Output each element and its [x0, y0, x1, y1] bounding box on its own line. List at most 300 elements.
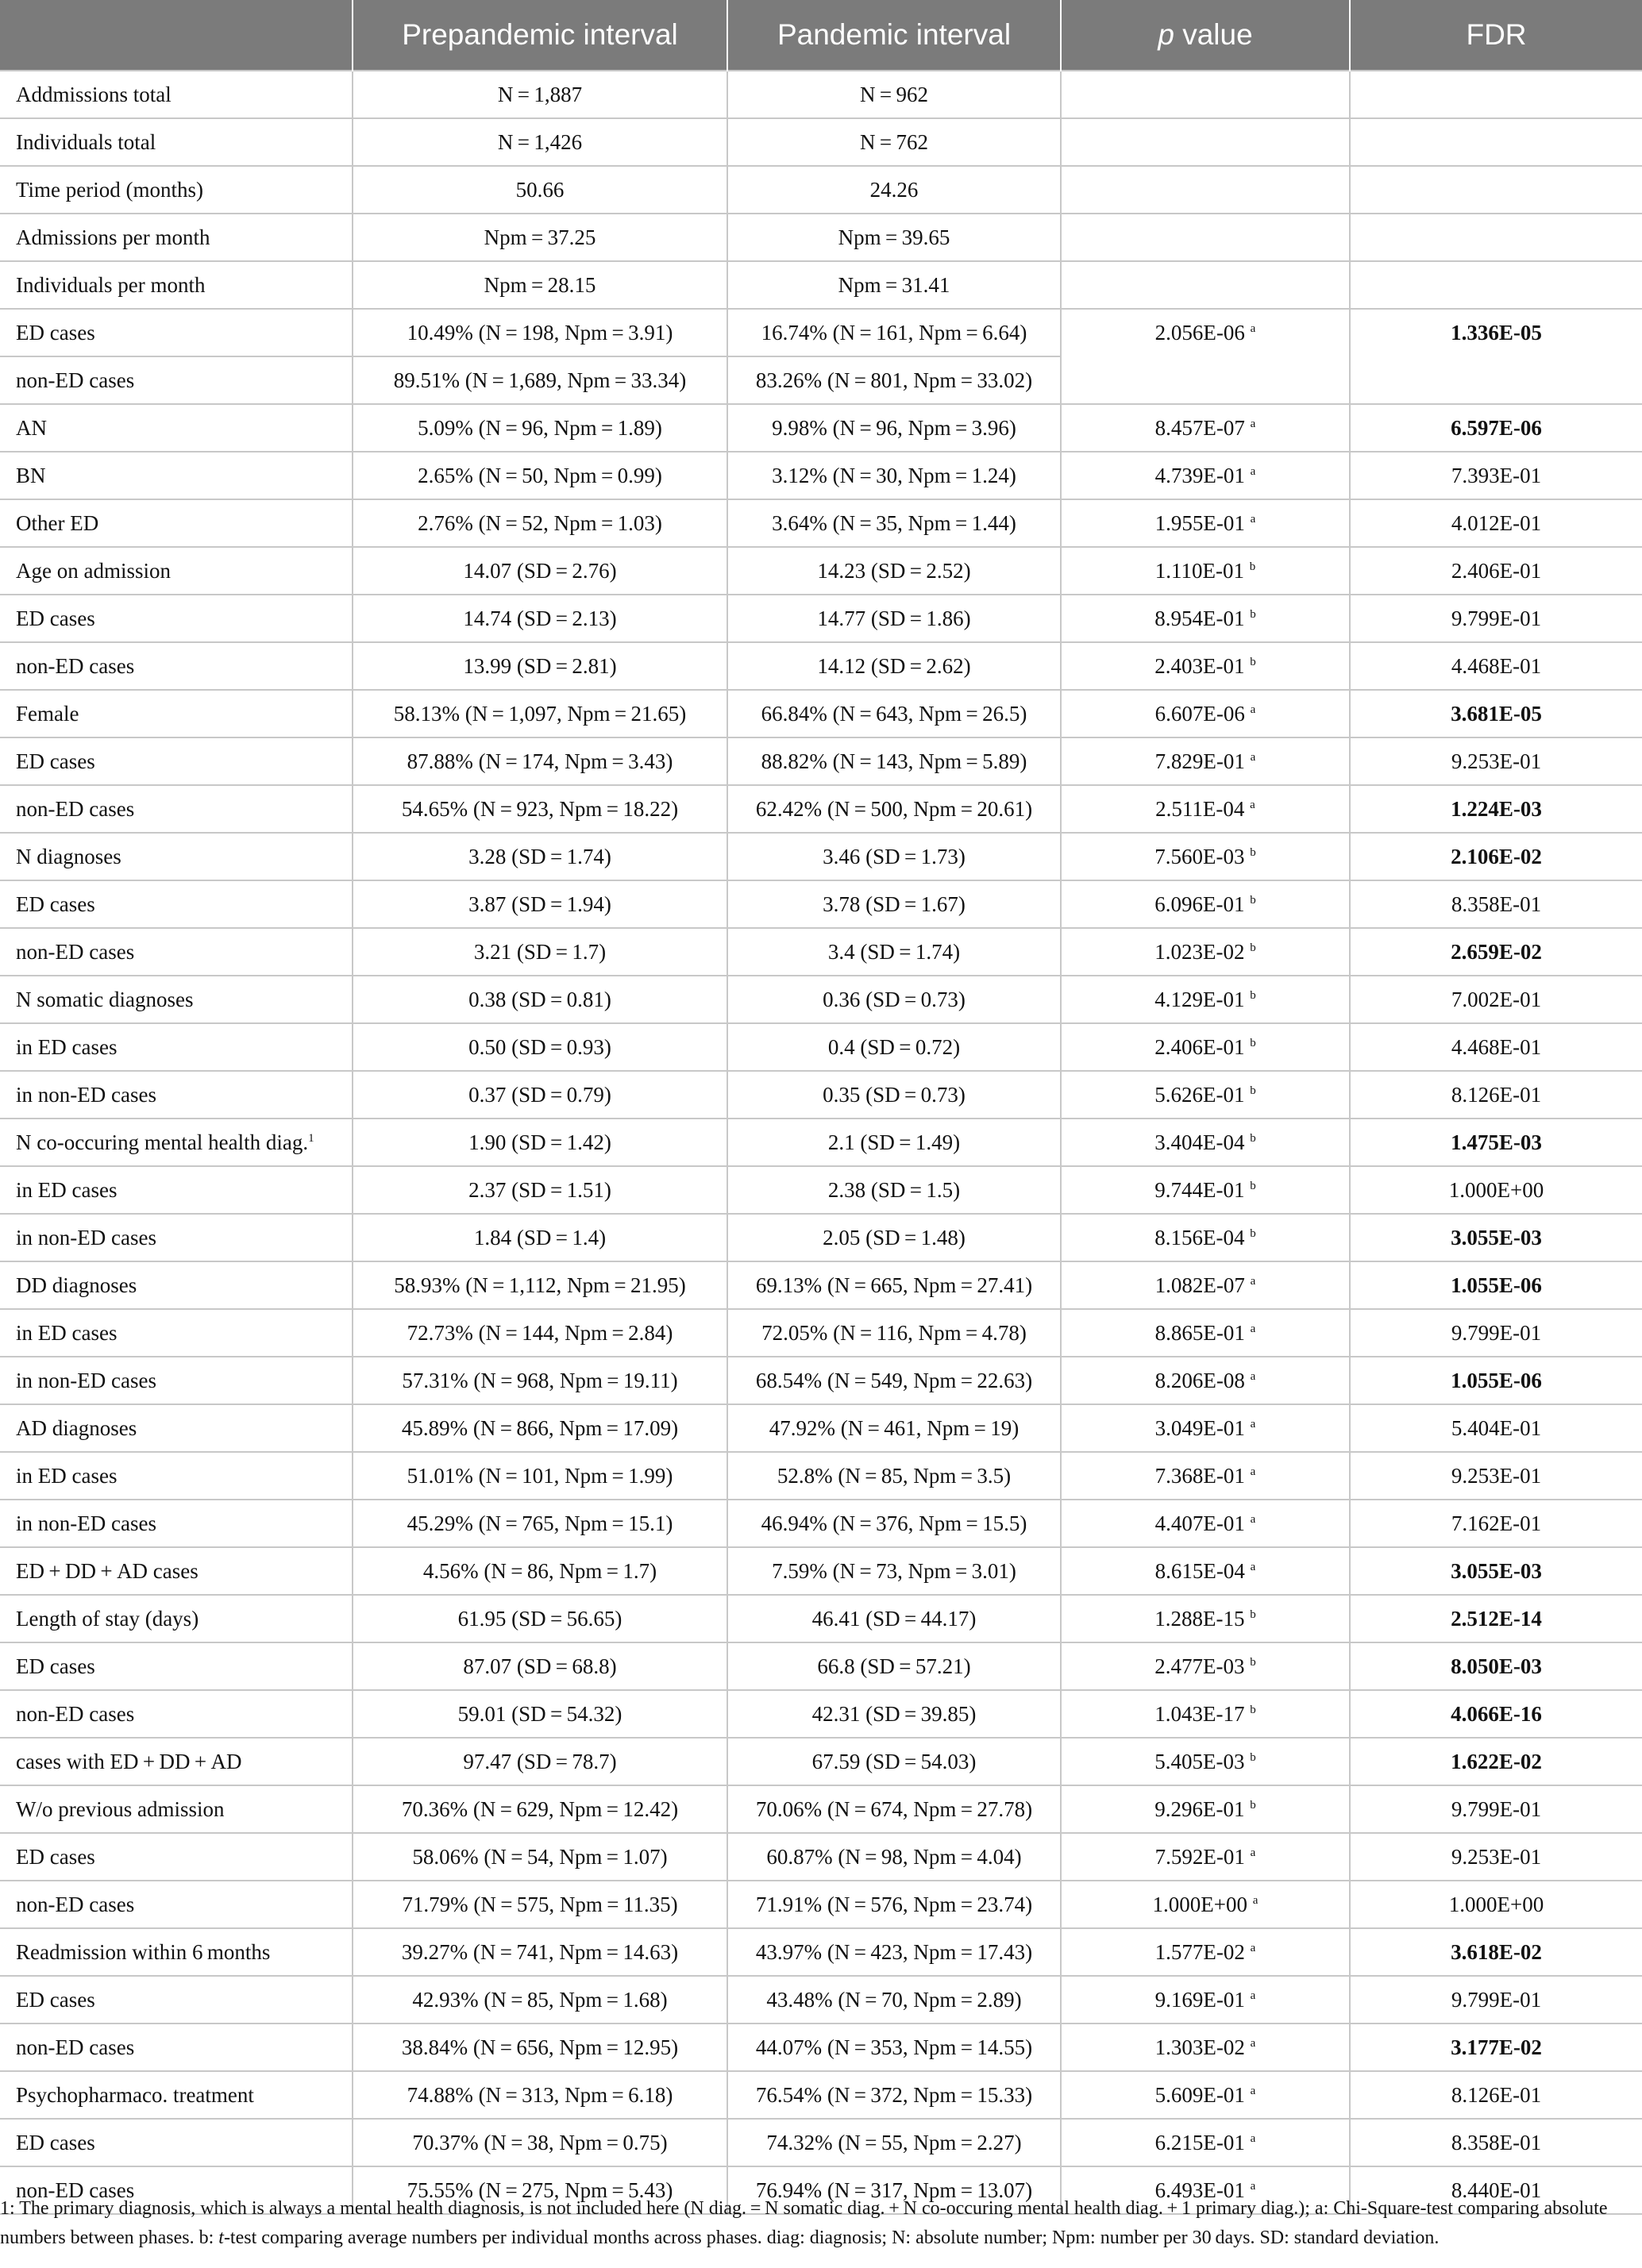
- test-marker: b: [1250, 941, 1256, 954]
- p-value: [1061, 261, 1350, 309]
- test-marker: a: [1250, 417, 1256, 430]
- prepandemic-value: 89.51% (N = 1,689, Npm = 33.34): [353, 356, 727, 404]
- p-value: [1061, 547, 1350, 595]
- p-value-text: 2.511E-04: [1155, 796, 1245, 821]
- row-label: non-ED cases: [0, 2166, 353, 2214]
- header-p-suffix: value: [1174, 18, 1253, 51]
- prepandemic-value: 70.37% (N = 38, Npm = 0.75): [353, 2119, 727, 2166]
- pandemic-value: 14.77 (SD = 1.86): [727, 595, 1061, 642]
- fdr-value: 9.253E-01: [1350, 1833, 1642, 1881]
- p-value-text: 6.096E-01: [1154, 891, 1245, 916]
- table-row: [0, 1023, 1642, 1071]
- row-label: ED cases: [0, 2119, 353, 2166]
- fdr-value: 3.618E-02: [1350, 1928, 1642, 1976]
- p-value: [1061, 1881, 1350, 1928]
- header-p-value: [1061, 0, 1350, 71]
- prepandemic-value: 13.99 (SD = 2.81): [353, 642, 727, 690]
- row-label: non-ED cases: [0, 1690, 353, 1738]
- p-value-text: 4.129E-01: [1154, 987, 1245, 1011]
- prepandemic-value: 59.01 (SD = 54.32): [353, 1690, 727, 1738]
- p-value-text: 1.303E-02: [1154, 2035, 1245, 2059]
- prepandemic-value: 10.49% (N = 198, Npm = 3.91): [353, 309, 727, 356]
- prepandemic-value: 2.76% (N = 52, Npm = 1.03): [353, 499, 727, 547]
- fdr-value: 3.177E-02: [1350, 2023, 1642, 2071]
- row-label: in ED cases: [0, 1166, 353, 1214]
- table-row: [0, 737, 1642, 785]
- p-value-text: 1.023E-02: [1154, 939, 1245, 964]
- pandemic-value: 3.78 (SD = 1.67): [727, 880, 1061, 928]
- pandemic-value: 88.82% (N = 143, Npm = 5.89): [727, 737, 1061, 785]
- p-value-text: 3.049E-01: [1154, 1415, 1245, 1440]
- table-row: [0, 499, 1642, 547]
- table-row: [0, 71, 1642, 118]
- row-label: in non-ED cases: [0, 1214, 353, 1261]
- p-value-text: 2.403E-01: [1154, 653, 1245, 678]
- p-value: [1061, 642, 1350, 690]
- p-value: [1061, 71, 1350, 118]
- pandemic-value: 3.46 (SD = 1.73): [727, 833, 1061, 880]
- row-label: ED cases: [0, 880, 353, 928]
- prepandemic-value: 4.56% (N = 86, Npm = 1.7): [353, 1547, 727, 1595]
- test-marker: b: [1250, 893, 1256, 907]
- footnote-ttest: t: [218, 2228, 224, 2248]
- prepandemic-value: 2.65% (N = 50, Npm = 0.99): [353, 452, 727, 499]
- p-value: [1061, 1023, 1350, 1071]
- prepandemic-value: Npm = 37.25: [353, 214, 727, 261]
- fdr-value: 8.358E-01: [1350, 880, 1642, 928]
- pandemic-value: 76.94% (N = 317, Npm = 13.07): [727, 2166, 1061, 2214]
- p-value-text: 8.457E-07: [1154, 415, 1245, 440]
- p-value-text: 8.156E-04: [1154, 1225, 1245, 1250]
- p-value: [1061, 118, 1350, 166]
- pandemic-value: 2.1 (SD = 1.49): [727, 1119, 1061, 1166]
- pandemic-value: 67.59 (SD = 54.03): [727, 1738, 1061, 1785]
- table-row: [0, 928, 1642, 976]
- p-value-text: 1.955E-01: [1154, 510, 1245, 535]
- table-row: [0, 880, 1642, 928]
- test-marker: a: [1250, 322, 1256, 335]
- p-value: [1061, 1404, 1350, 1452]
- test-marker: b: [1250, 1608, 1256, 1621]
- row-label: Psychopharmaco. treatment: [0, 2071, 353, 2119]
- table-row: [0, 833, 1642, 880]
- pandemic-value: 66.84% (N = 643, Npm = 26.5): [727, 690, 1061, 737]
- p-value: [1061, 737, 1350, 785]
- prepandemic-value: N = 1,887: [353, 71, 727, 118]
- table-row: [0, 2071, 1642, 2119]
- p-value: [1061, 1357, 1350, 1404]
- pandemic-value: 44.07% (N = 353, Npm = 14.55): [727, 2023, 1061, 2071]
- p-value: [1061, 309, 1350, 404]
- fdr-value: 5.404E-01: [1350, 1404, 1642, 1452]
- prepandemic-value: 97.47 (SD = 78.7): [353, 1738, 727, 1785]
- pandemic-value: 0.36 (SD = 0.73): [727, 976, 1061, 1023]
- test-marker: b: [1250, 845, 1256, 859]
- pandemic-value: 70.06% (N = 674, Npm = 27.78): [727, 1785, 1061, 1833]
- table-row: [0, 690, 1642, 737]
- table-row: [0, 1119, 1642, 1166]
- p-value-text: 5.609E-01: [1154, 2082, 1245, 2107]
- pandemic-value: 60.87% (N = 98, Npm = 4.04): [727, 1833, 1061, 1881]
- row-label: ED cases: [0, 1642, 353, 1690]
- table-row: [0, 1357, 1642, 1404]
- test-marker: b: [1250, 607, 1256, 621]
- p-value: [1061, 166, 1350, 214]
- row-label: DD diagnoses: [0, 1261, 353, 1309]
- pandemic-value: 76.54% (N = 372, Npm = 15.33): [727, 2071, 1061, 2119]
- p-value-text: 8.615E-04: [1154, 1558, 1245, 1583]
- test-marker: b: [1250, 1226, 1256, 1240]
- fdr-value: 8.440E-01: [1350, 2166, 1642, 2214]
- fdr-value: 1.475E-03: [1350, 1119, 1642, 1166]
- pandemic-value: Npm = 31.41: [727, 261, 1061, 309]
- fdr-value: 2.406E-01: [1350, 547, 1642, 595]
- fdr-value: 7.393E-01: [1350, 452, 1642, 499]
- table-row: [0, 166, 1642, 214]
- test-marker: b: [1250, 1750, 1256, 1764]
- p-value: [1061, 1785, 1350, 1833]
- pandemic-value: 16.74% (N = 161, Npm = 6.64): [727, 309, 1061, 356]
- p-value-text: 5.626E-01: [1154, 1082, 1245, 1107]
- pandemic-value: 14.23 (SD = 2.52): [727, 547, 1061, 595]
- p-value-text: 4.407E-01: [1154, 1511, 1245, 1535]
- pandemic-value: 0.35 (SD = 0.73): [727, 1071, 1061, 1119]
- fdr-value: 2.659E-02: [1350, 928, 1642, 976]
- fdr-value: 9.799E-01: [1350, 595, 1642, 642]
- row-label: non-ED cases: [0, 356, 353, 404]
- prepandemic-value: 39.27% (N = 741, Npm = 14.63): [353, 1928, 727, 1976]
- row-label: in ED cases: [0, 1309, 353, 1357]
- fdr-value: 4.066E-16: [1350, 1690, 1642, 1738]
- row-label: [0, 1119, 353, 1166]
- row-label: Female: [0, 690, 353, 737]
- p-value-text: 2.406E-01: [1154, 1034, 1245, 1059]
- test-marker: a: [1250, 1417, 1256, 1430]
- row-label: Age on admission: [0, 547, 353, 595]
- p-value-text: 9.744E-01: [1154, 1177, 1245, 1202]
- pandemic-value: 3.64% (N = 35, Npm = 1.44): [727, 499, 1061, 547]
- table-row: [0, 1547, 1642, 1595]
- p-value-text: 1.577E-02: [1154, 1939, 1245, 1964]
- table-row: [0, 642, 1642, 690]
- test-marker: b: [1250, 1084, 1256, 1097]
- p-value: [1061, 1261, 1350, 1309]
- table-row: [0, 1309, 1642, 1357]
- prepandemic-value: 72.73% (N = 144, Npm = 2.84): [353, 1309, 727, 1357]
- fdr-value: 2.512E-14: [1350, 1595, 1642, 1642]
- test-marker: a: [1250, 512, 1256, 526]
- p-value: [1061, 928, 1350, 976]
- row-label: in non-ED cases: [0, 1357, 353, 1404]
- fdr-value: 9.799E-01: [1350, 1309, 1642, 1357]
- p-value-text: 7.829E-01: [1154, 749, 1245, 773]
- p-value: [1061, 1595, 1350, 1642]
- fdr-value: 4.012E-01: [1350, 499, 1642, 547]
- prepandemic-value: Npm = 28.15: [353, 261, 727, 309]
- p-value: [1061, 690, 1350, 737]
- table-row: [0, 118, 1642, 166]
- prepandemic-value: 58.06% (N = 54, Npm = 1.07): [353, 1833, 727, 1881]
- p-value: [1061, 2023, 1350, 2071]
- table-row: [0, 547, 1642, 595]
- pandemic-value: 42.31 (SD = 39.85): [727, 1690, 1061, 1738]
- pandemic-value: 3.12% (N = 30, Npm = 1.24): [727, 452, 1061, 499]
- header-pandemic: Pandemic interval: [727, 0, 1061, 71]
- pandemic-value: 47.92% (N = 461, Npm = 19): [727, 1404, 1061, 1452]
- p-value-text: 7.560E-03: [1154, 844, 1245, 868]
- test-marker: b: [1250, 1179, 1256, 1192]
- p-value-text: 1.082E-07: [1154, 1273, 1245, 1297]
- p-value: [1061, 1309, 1350, 1357]
- row-label: Length of stay (days): [0, 1595, 353, 1642]
- row-label: ED cases: [0, 595, 353, 642]
- p-value: [1061, 452, 1350, 499]
- row-label-text: N co-occuring mental health diag.: [16, 1130, 309, 1154]
- pandemic-value: N = 962: [727, 71, 1061, 118]
- p-value-text: 2.477E-03: [1154, 1654, 1245, 1678]
- table-row: [0, 1928, 1642, 1976]
- test-marker: a: [1250, 2179, 1256, 2193]
- p-value: [1061, 2071, 1350, 2119]
- table-row: [0, 1214, 1642, 1261]
- test-marker: a: [1250, 750, 1256, 764]
- fdr-value: 9.253E-01: [1350, 1452, 1642, 1500]
- p-value-text: 1.110E-01: [1154, 558, 1244, 583]
- table-row: [0, 452, 1642, 499]
- test-marker: a: [1250, 798, 1255, 811]
- test-marker: a: [1250, 1512, 1256, 1526]
- row-label: non-ED cases: [0, 785, 353, 833]
- pandemic-value: 0.4 (SD = 0.72): [727, 1023, 1061, 1071]
- test-marker: a: [1250, 464, 1256, 478]
- pandemic-value: 62.42% (N = 500, Npm = 20.61): [727, 785, 1061, 833]
- p-value-text: 9.169E-01: [1154, 1987, 1245, 2012]
- table-row: [0, 785, 1642, 833]
- prepandemic-value: 1.90 (SD = 1.42): [353, 1119, 727, 1166]
- p-value-text: 1.288E-15: [1154, 1606, 1245, 1631]
- row-label: ED cases: [0, 1833, 353, 1881]
- prepandemic-value: 87.88% (N = 174, Npm = 3.43): [353, 737, 727, 785]
- p-value: [1061, 1166, 1350, 1214]
- fdr-value: [1350, 166, 1642, 214]
- row-label: Time period (months): [0, 166, 353, 214]
- fdr-value: 1.055E-06: [1350, 1261, 1642, 1309]
- prepandemic-value: 50.66: [353, 166, 727, 214]
- fdr-value: 8.126E-01: [1350, 1071, 1642, 1119]
- row-label: cases with ED + DD + AD: [0, 1738, 353, 1785]
- test-marker: a: [1250, 1989, 1256, 2002]
- row-label: Admissions per month: [0, 214, 353, 261]
- row-label: in ED cases: [0, 1023, 353, 1071]
- table-header: [0, 0, 1642, 71]
- row-label: AD diagnoses: [0, 1404, 353, 1452]
- test-marker: a: [1250, 1465, 1256, 1478]
- p-value-text: 6.215E-01: [1154, 2130, 1245, 2154]
- test-marker: b: [1249, 560, 1256, 573]
- p-value: [1061, 1547, 1350, 1595]
- test-marker: b: [1250, 1655, 1256, 1669]
- row-label: N somatic diagnoses: [0, 976, 353, 1023]
- fdr-value: 8.358E-01: [1350, 2119, 1642, 2166]
- pandemic-value: 68.54% (N = 549, Npm = 22.63): [727, 1357, 1061, 1404]
- fdr-value: 4.468E-01: [1350, 1023, 1642, 1071]
- test-marker: b: [1250, 1703, 1256, 1716]
- test-marker: a: [1250, 1274, 1256, 1288]
- prepandemic-value: 0.37 (SD = 0.79): [353, 1071, 727, 1119]
- fdr-value: 3.681E-05: [1350, 690, 1642, 737]
- table-row: [0, 404, 1642, 452]
- row-label: AN: [0, 404, 353, 452]
- row-label: ED + DD + AD cases: [0, 1547, 353, 1595]
- test-marker: a: [1250, 2131, 1256, 2145]
- p-value: [1061, 595, 1350, 642]
- pandemic-value: 2.05 (SD = 1.48): [727, 1214, 1061, 1261]
- pandemic-value: 3.4 (SD = 1.74): [727, 928, 1061, 976]
- pandemic-value: 7.59% (N = 73, Npm = 3.01): [727, 1547, 1061, 1595]
- header-row: [0, 0, 1642, 71]
- p-value: [1061, 499, 1350, 547]
- table-row: [0, 1166, 1642, 1214]
- table-row: [0, 309, 1642, 356]
- p-value: [1061, 1833, 1350, 1881]
- pandemic-value: 46.41 (SD = 44.17): [727, 1595, 1061, 1642]
- table-row: [0, 1690, 1642, 1738]
- fdr-value: 9.799E-01: [1350, 1976, 1642, 2023]
- pandemic-value: 72.05% (N = 116, Npm = 4.78): [727, 1309, 1061, 1357]
- row-label: in ED cases: [0, 1452, 353, 1500]
- test-marker: a: [1250, 2084, 1256, 2097]
- row-label: W/o previous admission: [0, 1785, 353, 1833]
- row-label: in non-ED cases: [0, 1500, 353, 1547]
- fdr-value: 2.106E-02: [1350, 833, 1642, 880]
- fdr-value: 1.000E+00: [1350, 1881, 1642, 1928]
- row-label: non-ED cases: [0, 1881, 353, 1928]
- header-fdr: FDR: [1466, 18, 1527, 51]
- prepandemic-value: 70.36% (N = 629, Npm = 12.42): [353, 1785, 727, 1833]
- pandemic-value: 24.26: [727, 166, 1061, 214]
- fdr-value: 1.055E-06: [1350, 1357, 1642, 1404]
- prepandemic-value: 61.95 (SD = 56.65): [353, 1595, 727, 1642]
- row-label: ED cases: [0, 309, 353, 356]
- fdr-value: 7.162E-01: [1350, 1500, 1642, 1547]
- prepandemic-value: 45.29% (N = 765, Npm = 15.1): [353, 1500, 727, 1547]
- p-value: [1061, 1976, 1350, 2023]
- table-row: [0, 595, 1642, 642]
- header-p-italic: p: [1158, 18, 1174, 51]
- test-marker: a: [1250, 2036, 1256, 2050]
- table-row: [0, 1833, 1642, 1881]
- pandemic-value: 14.12 (SD = 2.62): [727, 642, 1061, 690]
- table-body: [0, 71, 1642, 2214]
- table-row: [0, 1595, 1642, 1642]
- prepandemic-value: 58.13% (N = 1,097, Npm = 21.65): [353, 690, 727, 737]
- prepandemic-value: 5.09% (N = 96, Npm = 1.89): [353, 404, 727, 452]
- pandemic-value: 43.48% (N = 70, Npm = 2.89): [727, 1976, 1061, 2023]
- prepandemic-value: 45.89% (N = 866, Npm = 17.09): [353, 1404, 727, 1452]
- p-value-text: 8.865E-01: [1154, 1320, 1245, 1345]
- test-marker: a: [1250, 1846, 1256, 1859]
- p-value-text: 5.405E-03: [1154, 1749, 1245, 1773]
- fdr-value: [1350, 214, 1642, 261]
- prepandemic-value: 38.84% (N = 656, Npm = 12.95): [353, 2023, 727, 2071]
- fdr-value: [1350, 71, 1642, 118]
- p-value-text: 7.592E-01: [1154, 1844, 1245, 1869]
- pandemic-value: 66.8 (SD = 57.21): [727, 1642, 1061, 1690]
- prepandemic-value: 75.55% (N = 275, Npm = 5.43): [353, 2166, 727, 2214]
- row-label: BN: [0, 452, 353, 499]
- test-marker: a: [1250, 1560, 1256, 1573]
- prepandemic-value: 3.21 (SD = 1.7): [353, 928, 727, 976]
- fdr-value: 6.597E-06: [1350, 404, 1642, 452]
- prepandemic-value: 51.01% (N = 101, Npm = 1.99): [353, 1452, 727, 1500]
- row-label: non-ED cases: [0, 642, 353, 690]
- table-row: [0, 976, 1642, 1023]
- p-value: [1061, 1690, 1350, 1738]
- fdr-value: 1.000E+00: [1350, 1166, 1642, 1214]
- p-value-text: 6.607E-06: [1154, 701, 1245, 726]
- table-row: [0, 2119, 1642, 2166]
- prepandemic-value: 58.93% (N = 1,112, Npm = 21.95): [353, 1261, 727, 1309]
- prepandemic-value: N = 1,426: [353, 118, 727, 166]
- test-marker: a: [1252, 1893, 1258, 1907]
- fdr-value: [1350, 261, 1642, 309]
- row-label: N diagnoses: [0, 833, 353, 880]
- p-value: [1061, 1071, 1350, 1119]
- test-marker: a: [1250, 1322, 1256, 1335]
- test-marker: a: [1250, 1369, 1256, 1383]
- fdr-value: 3.055E-03: [1350, 1547, 1642, 1595]
- fdr-value: 3.055E-03: [1350, 1214, 1642, 1261]
- pandemic-value: 69.13% (N = 665, Npm = 27.41): [727, 1261, 1061, 1309]
- table-row: [0, 1071, 1642, 1119]
- p-value: [1061, 1642, 1350, 1690]
- table-row: [0, 1738, 1642, 1785]
- row-label: Individuals per month: [0, 261, 353, 309]
- p-value: [1061, 404, 1350, 452]
- pandemic-value: Npm = 39.65: [727, 214, 1061, 261]
- table-row: [0, 1642, 1642, 1690]
- p-value: [1061, 1738, 1350, 1785]
- pandemic-value: 71.91% (N = 576, Npm = 23.74): [727, 1881, 1061, 1928]
- pandemic-value: 2.38 (SD = 1.5): [727, 1166, 1061, 1214]
- row-label: ED cases: [0, 1976, 353, 2023]
- footnote-part2: -test comparing average numbers per individual months across phases. diag: diagnosis; N: absolute number; Npm: number per 30 days. SD: standard deviation.: [223, 2228, 1440, 2248]
- table-row: [0, 1404, 1642, 1452]
- row-label: non-ED cases: [0, 928, 353, 976]
- fdr-value: [1350, 118, 1642, 166]
- test-marker: a: [1250, 1941, 1256, 1954]
- p-value: [1061, 1928, 1350, 1976]
- table-row: [0, 1881, 1642, 1928]
- footnote-part1: 1: The primary diagnosis, which is always a mental health diagnosis, is not included here (N diag. = N somatic diag. + N co-occuring mental health diag. + 1 primary diag.); a: Chi-Square-test comparing absolute numbers between phases. b:: [0, 2198, 1608, 2248]
- pandemic-value: 9.98% (N = 96, Npm = 3.96): [727, 404, 1061, 452]
- row-label: ED cases: [0, 737, 353, 785]
- table-row: [0, 261, 1642, 309]
- table-footnote: [0, 2194, 1639, 2253]
- header-empty: [0, 0, 353, 71]
- p-value-text: 1.000E+00: [1152, 1892, 1248, 1916]
- row-label: Addmissions total: [0, 71, 353, 118]
- prepandemic-value: 3.87 (SD = 1.94): [353, 880, 727, 928]
- table-row: [0, 1785, 1642, 1833]
- prepandemic-value: 1.84 (SD = 1.4): [353, 1214, 727, 1261]
- prepandemic-value: 57.31% (N = 968, Npm = 19.11): [353, 1357, 727, 1404]
- p-value: [1061, 1500, 1350, 1547]
- p-value: [1061, 785, 1350, 833]
- prepandemic-value: 87.07 (SD = 68.8): [353, 1642, 727, 1690]
- table-row: [0, 2023, 1642, 2071]
- pandemic-value: 52.8% (N = 85, Npm = 3.5): [727, 1452, 1061, 1500]
